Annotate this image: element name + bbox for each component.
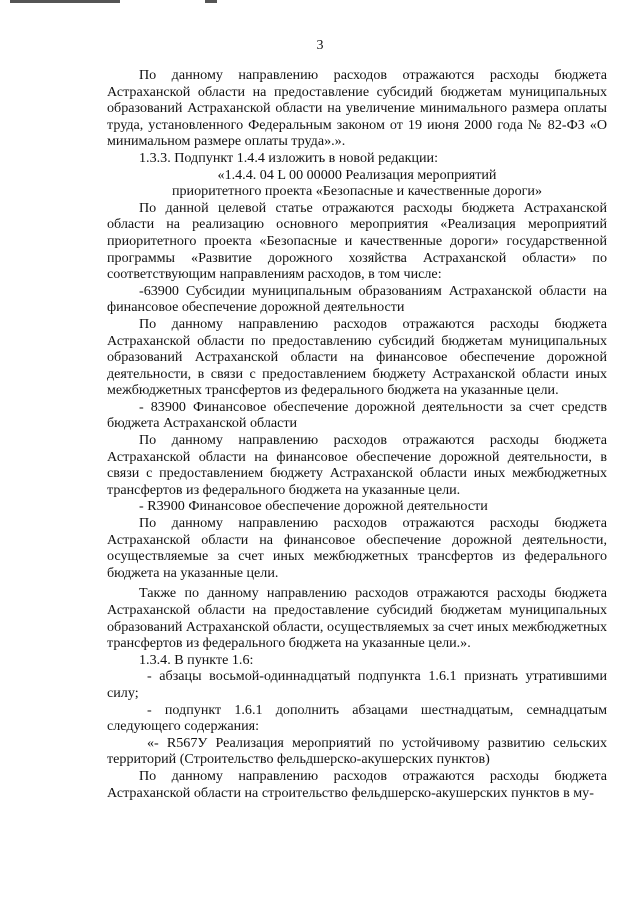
paragraph-target-article: По данной целевой статье отражаются расходы бюджета Астраханской области на реализацию основного мероприятия «Реализация мероприятий приоритетного проекта «Безопасные и качественные дороги» государственной программы «Развитие дорожного хозяйства Астраханской области» по соответствующим направлениям расходов, в том числе: (107, 199, 607, 283)
list-item-r567u: «- R567У Реализация мероприятий по устойчивому развитию сельских территорий (Строительство фельдшерско-акушерских пунктов) (107, 734, 607, 768)
document-body (107, 67, 607, 801)
heading-1-4-4-line1: «1.4.4. 04 L 00 00000 Реализация мероприятий (217, 166, 497, 183)
paragraph-63900-description: По данному направлению расходов отражаются расходы бюджета Астраханской области по предоставлению субсидий бюджетам муниципальных образований Астраханской области на финансовое обеспечение дорожной деятельности, в связи с предоставлением бюджету Астраханской области иных межбюджетных трансфертов из федерального бюджета на указанные цели. (107, 315, 607, 399)
paragraph-r567u-description: По данному направлению расходов отражаются расходы бюджета Астраханской области на строительство фельдшерско-акушерских пунктов в му- (107, 767, 607, 801)
list-item-63900: -63900 Субсидии муниципальным образованиям Астраханской области на финансовое обеспечение дорожной деятельности (107, 282, 607, 316)
scan-edge-mark (205, 0, 217, 3)
list-item-83900: - 83900 Финансовое обеспечение дорожной деятельности за счет средств бюджета Астраханской области (107, 398, 607, 432)
scan-edge-mark (10, 0, 120, 3)
heading-1-4-4-line2: приоритетного проекта «Безопасные и качественные дороги» (171, 183, 543, 200)
list-item-r3900: - R3900 Финансовое обеспечение дорожной деятельности (139, 498, 488, 515)
paragraph-also-expenses: Также по данному направлению расходов отражаются расходы бюджета Астраханской области на предоставление субсидий бюджетам муниципальных образований Астраханской области, осуществляемых за счет иных межбюджетных трансфертов из федерального бюджета на указанные цели.». (107, 585, 607, 652)
paragraph-83900-description: По данному направлению расходов отражаются расходы бюджета Астраханской области на финансовое обеспечение дорожной деятельности, в связи с предоставлением бюджету Астраханской области иных межбюджетных трансфертов из федерального бюджета на указанные цели. (107, 432, 607, 498)
paragraph-r3900-description: По данному направлению расходов отражаются расходы бюджета Астраханской области на финансовое обеспечение дорожной деятельности, осуществляемые за счет иных межбюджетных трансфертов из федерального бюджета на указанные цели. (107, 515, 607, 581)
paragraph-mrot-expenses: По данному направлению расходов отражаются расходы бюджета Астраханской области на предоставление субсидий бюджетам муниципальных образований Астраханской области на увеличение минимального размера оплаты труда, установленного Федеральным законом от 19 июня 2000 года № 82-ФЗ «О минимальном размере оплаты труда».». (107, 67, 607, 150)
page-number: 3 (316, 38, 324, 53)
list-item-abolish-paragraphs: - абзацы восьмой-одиннадцатый подпункта 1.6.1 признать утратившими силу; (107, 668, 607, 701)
paragraph-subclause-1-3-4: 1.3.4. В пункте 1.6: (139, 651, 254, 668)
list-item-add-paragraphs: - подпункт 1.6.1 дополнить абзацами шестнадцатым, семнадцатым следующего содержания: (107, 701, 607, 735)
paragraph-subclause-1-3-3: 1.3.3. Подпункт 1.4.4 изложить в новой редакции: (139, 149, 439, 166)
